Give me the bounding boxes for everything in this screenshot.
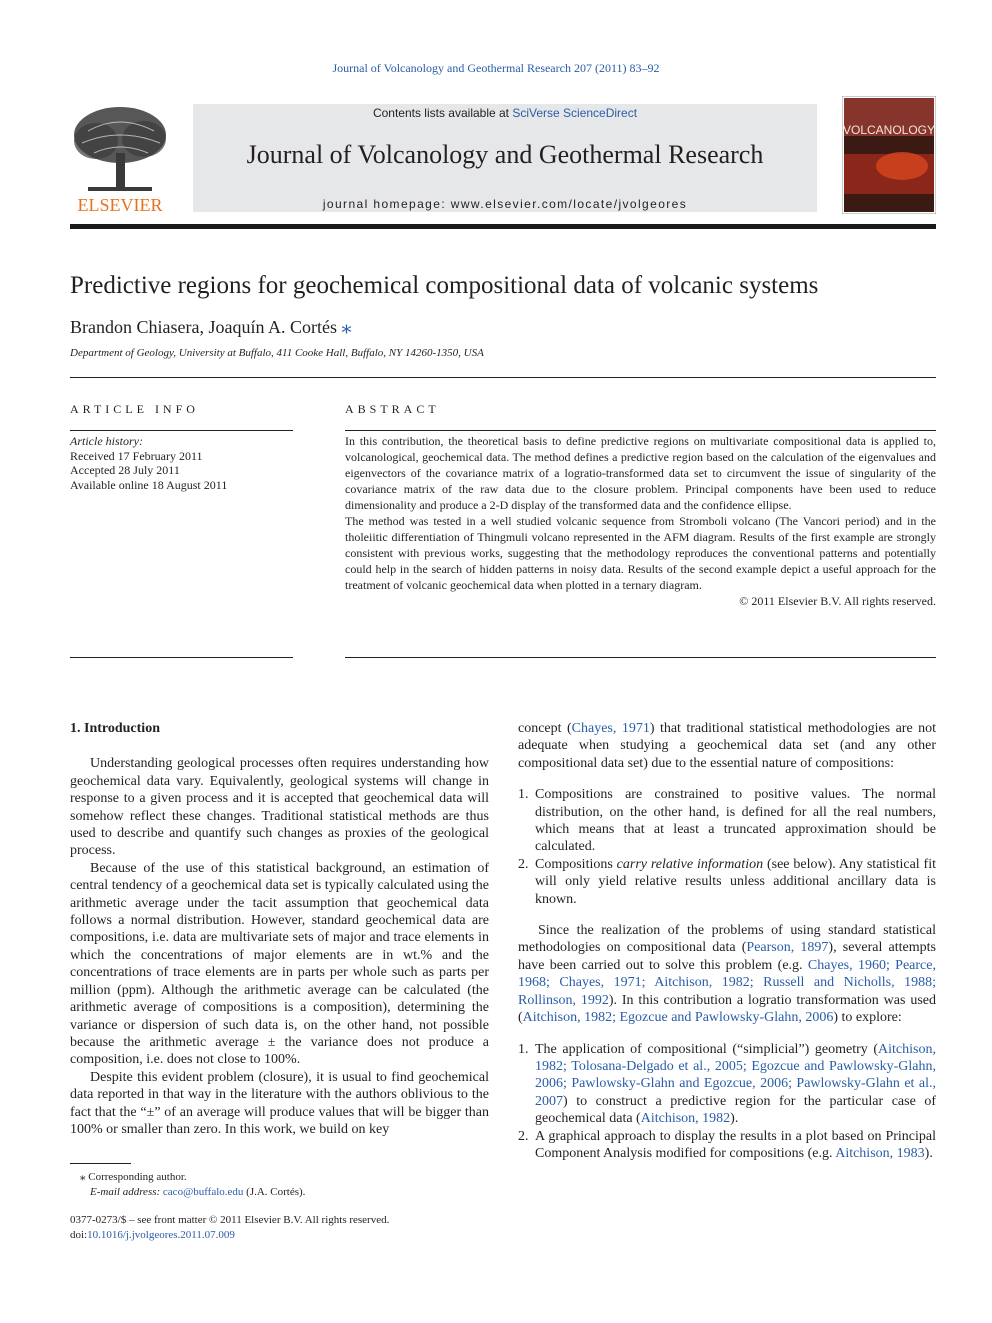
ref-link[interactable]: Aitchison, 1982 bbox=[640, 1111, 731, 1127]
elsevier-tree-icon bbox=[68, 103, 172, 215]
corresponding-author-marker[interactable]: ⁎ bbox=[341, 316, 352, 338]
journal-homepage bbox=[193, 197, 817, 211]
text-run: concept ( bbox=[518, 721, 572, 736]
cover-title: VOLCANOLOGY bbox=[842, 123, 936, 137]
elsevier-logo bbox=[68, 103, 172, 215]
accepted-date: Accepted 28 July 2011 bbox=[70, 463, 180, 477]
list-number: 1. bbox=[518, 787, 529, 803]
abstract-paragraph: In this contribution, the theoretical basis to define predictive regions on multivariate compositional data is applied to, volcanological, geochemical data. The method defines a predictive region based on the calculation of the eigenvalues and eigenvectors of the covariance matrix of a logratio-transformed data set to circumvent the issue of singularity of the covariance matrix of the raw data due to the closure problem. Principal components have been used to reduce dimensionality and produce a 2-D display of the transformed data and the confidence ellipse. bbox=[345, 434, 936, 512]
history-label: Article history: bbox=[70, 434, 143, 448]
homepage-prefix: journal homepage: bbox=[322, 197, 451, 211]
list-number: 2. bbox=[518, 856, 529, 872]
text-run: Since the realization of the problems of using standard statistical methodologies on compositional data ( bbox=[518, 923, 936, 956]
article-info-bottom-rule bbox=[70, 657, 293, 658]
online-date: Available online 18 August 2011 bbox=[70, 477, 228, 492]
list-item bbox=[518, 856, 936, 908]
email-link[interactable]: caco@buffalo.edu bbox=[162, 1186, 244, 1198]
journal-citation[interactable]: Journal of Volcanology and Geothermal Research 207 (2011) 83–92 bbox=[332, 61, 660, 75]
explore-list bbox=[518, 1041, 936, 1163]
list-number: 1. bbox=[518, 1041, 529, 1057]
body-paragraph bbox=[518, 720, 936, 772]
doi-line bbox=[70, 1228, 389, 1243]
contents-line bbox=[193, 106, 817, 120]
ref-link[interactable]: Pearson, 1897 bbox=[746, 940, 829, 956]
text-run: ), several attempts have been carried out to solve this problem (e.g. bbox=[518, 940, 936, 973]
body-paragraph bbox=[518, 922, 936, 1026]
list-emphasis: carry relative information bbox=[616, 856, 764, 872]
list-item bbox=[518, 1128, 936, 1163]
body-paragraph: Understanding geological processes often requires understanding how geochemical data vary. Equivalently, geological systems will change in response to a given process and it is accepted that geochemical data will somehow reflect these changes. Traditional statistical methods are thus used to describe and quantify such changes as proxies of the geological process. bbox=[70, 756, 489, 859]
list-text: Compositions bbox=[535, 856, 617, 872]
list-item bbox=[518, 786, 936, 856]
ref-link[interactable]: Aitchison, 1982; Tolosana-Delgado et al., 2005; Egozcue and Pawlowsky-Glahn, 2006; Pawlowsky-Glahn and Egozcue, 2006; Pawlowsky-Glahn et al., 2007 bbox=[535, 1041, 936, 1109]
article-info-rule bbox=[70, 430, 293, 431]
article-history bbox=[70, 434, 227, 492]
section-heading: 1. Introduction bbox=[70, 721, 160, 736]
list-number: 2. bbox=[518, 1128, 529, 1144]
ref-link[interactable]: Chayes, 1971 bbox=[571, 721, 650, 736]
right-column bbox=[518, 720, 936, 1162]
email-label: E-mail address: bbox=[90, 1186, 163, 1198]
abstract-paragraph: The method was tested in a well studied volcanic sequence from Stromboli volcano (The Vancori period) and in the tholeiitic differentiation of Thingmuli volcano represented in the AFM diagram. Results of the first example are strongly consistent with previous works, suggesting that the methodology reproduces the conventional patterns and potentially could help in the search of hidden patterns in noisy data. Results of the second example depict a useful approach for the treatment of volcanic geochemical data when plotted in a ternary diagram. bbox=[345, 514, 936, 592]
front-matter bbox=[70, 1213, 389, 1243]
list-text: ). bbox=[730, 1111, 739, 1127]
constraints-list bbox=[518, 786, 936, 908]
text-run: ). In this contribution a logratio transformation was used ( bbox=[518, 992, 936, 1026]
article-authors bbox=[70, 314, 351, 339]
ref-link[interactable]: Aitchison, 1983 bbox=[835, 1145, 925, 1161]
list-text: A graphical approach to display the results in a plot based on Principal Component Analysis modified for compositions (e.g. bbox=[535, 1128, 936, 1161]
ref-link[interactable]: Chayes, 1960; Pearce, 1968; Chayes, 1971; Aitchison, 1982; Russell and Nicholls, 1988; Rollinson, 1992 bbox=[518, 957, 936, 1008]
email-suffix: (J.A. Cortés). bbox=[243, 1186, 306, 1198]
footnote-rule bbox=[70, 1163, 131, 1164]
title-rule bbox=[70, 377, 936, 378]
list-text: ). bbox=[924, 1145, 933, 1161]
abstract-body bbox=[345, 433, 936, 609]
article-info-heading: ARTICLE INFO bbox=[70, 402, 199, 416]
ref-link[interactable]: Aitchison, 1982; Egozcue and Pawlowsky-Glahn, 2006 bbox=[522, 1010, 834, 1026]
journal-name: Journal of Volcanology and Geothermal Research bbox=[246, 140, 764, 169]
journal-cover bbox=[842, 96, 936, 214]
contents-prefix: Contents lists available at bbox=[372, 106, 513, 120]
doi-label: doi: bbox=[70, 1229, 88, 1241]
copyright: © 2011 Elsevier B.V. All rights reserved. bbox=[739, 594, 936, 608]
homepage-link[interactable]: www.elsevier.com/locate/jvolgeores bbox=[450, 197, 688, 211]
abstract-heading: ABSTRACT bbox=[345, 402, 440, 416]
received-date: Received 17 February 2011 bbox=[70, 448, 203, 463]
text-run: ) to explore: bbox=[833, 1010, 902, 1026]
sciencedirect-link[interactable]: SciVerse ScienceDirect bbox=[512, 106, 638, 120]
body-paragraph: Because of the use of this statistical background, an estimation of central tendency of a geochemical data set is typically calculated using the arithmetic average under the tacit assumption that geochemical data follows a normal distribution. However, standard geochemical data are compositions, i.e. data are multivariate sets of major and trace elements in which the concentrations of major elements are in wt.% and the concentrations of trace elements are in parts per whole such as parts per million (ppm). Although the arithmetic average can be calculated (the arithmetic average of compositions is a composition), determining the variance or dispersion of such data is, on the other hand, not possible because the arithmetic average ± the variance does not produce a composition, i.e. does not close to 100%. bbox=[70, 860, 489, 1068]
body-paragraph: Despite this evident problem (closure), it is usual to find geochemical data reported in that way in the literature with the authors oblivious to the fact that the “±” of an average will produce values that will be bigger than 100% or smaller than zero. In this work, we build on key bbox=[70, 1069, 489, 1137]
left-column bbox=[70, 720, 489, 1138]
corresponding-note: ⁎ Corresponding author. bbox=[80, 1171, 187, 1183]
text-run: ) that traditional statistical methodologies are not adequate when studying a geochemical data set (and any other compositional data set) due to the essential nature of compositions: bbox=[518, 721, 937, 771]
doi-link[interactable]: 10.1016/j.jvolgeores.2011.07.009 bbox=[87, 1229, 235, 1241]
author-names: Brandon Chiasera, Joaquín A. Cortés bbox=[70, 317, 337, 337]
header-rule bbox=[70, 224, 936, 229]
abstract-bottom-rule bbox=[345, 657, 936, 658]
article-title: Predictive regions for geochemical compositional data of volcanic systems bbox=[70, 272, 819, 299]
elsevier-wordmark: ELSEVIER bbox=[77, 195, 163, 215]
issn-line: 0377-0273/$ – see front matter © 2011 Elsevier B.V. All rights reserved. bbox=[70, 1214, 390, 1226]
list-text: The application of compositional (“simplicial”) geometry ( bbox=[535, 1041, 879, 1057]
list-item bbox=[518, 1041, 936, 1128]
list-text: (see below). Any statistical fit will only yield relative results unless additional ancillary data is known. bbox=[535, 856, 936, 907]
footnote-corresponding bbox=[80, 1170, 305, 1200]
email-line bbox=[80, 1185, 305, 1200]
affiliation: Department of Geology, University at Buffalo, 411 Cooke Hall, Buffalo, NY 14260-1350, USA bbox=[70, 347, 484, 359]
list-text: Compositions are constrained to positive values. The normal distribution, on the other hand, is defined for all the real numbers, which means that at least a truncated approximation should be calculated. bbox=[535, 787, 936, 855]
list-text: ) to construct a predictive region for the particular case of geochemical data ( bbox=[535, 1093, 936, 1127]
abstract-rule bbox=[345, 430, 936, 431]
